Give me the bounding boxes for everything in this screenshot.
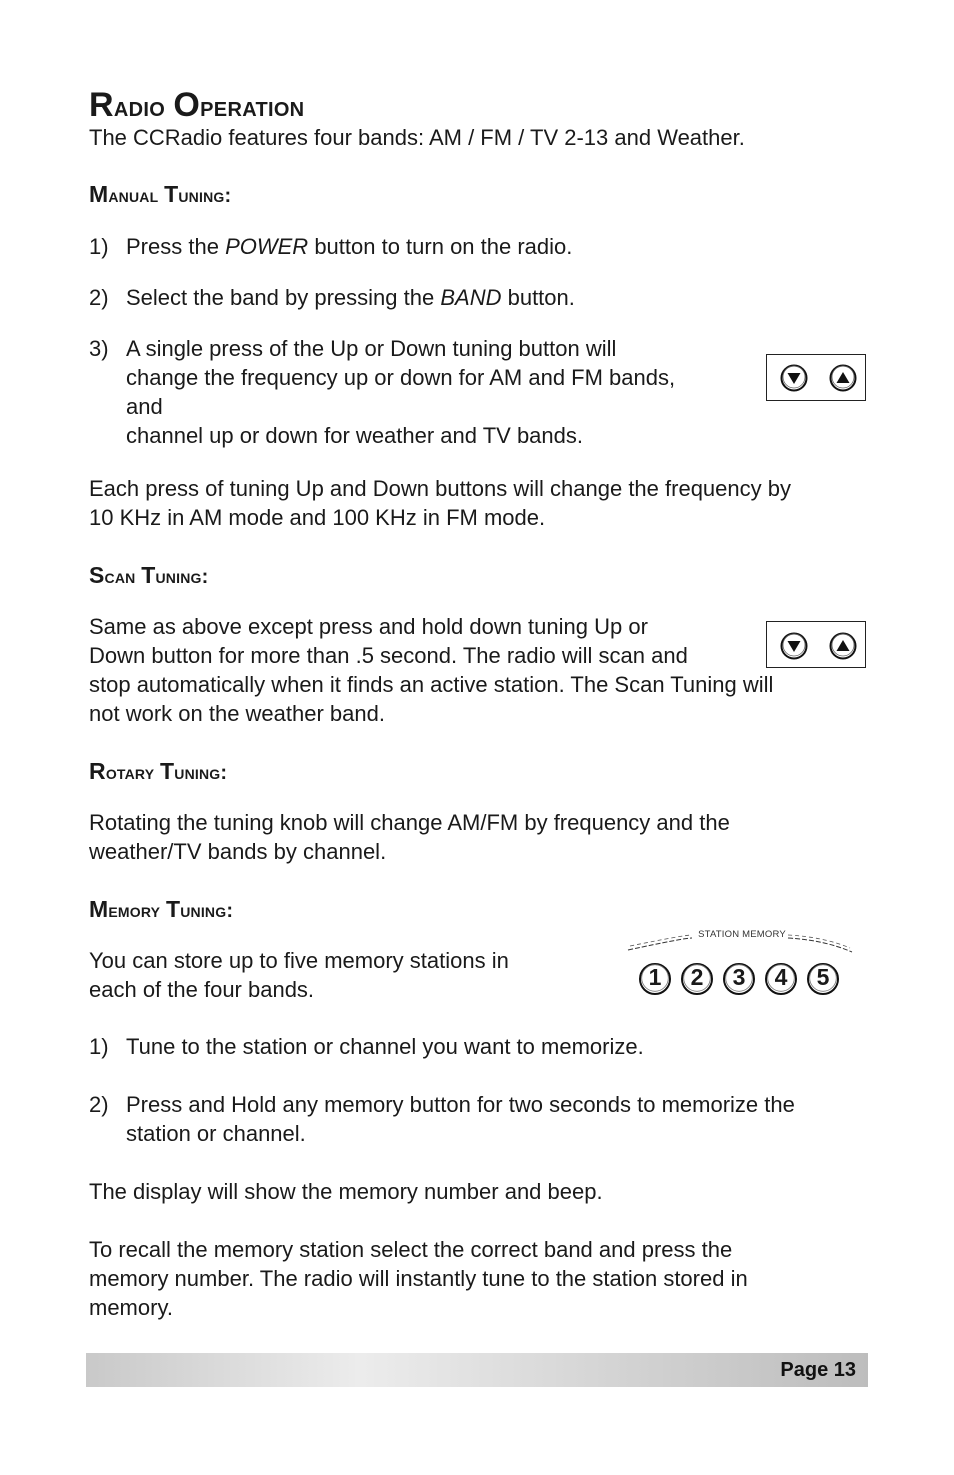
rotary-line: weather/TV bands by channel. — [89, 839, 387, 864]
note-line: 10 KHz in AM mode and 100 KHz in FM mode. — [89, 505, 546, 530]
step-number: 3) — [89, 336, 109, 361]
memory-step-1 — [89, 1032, 644, 1061]
memory-button-label: 2 — [690, 964, 704, 990]
scan-line: Down button for more than .5 second. The radio will scan and — [89, 643, 688, 668]
recall-paragraph — [89, 1235, 748, 1322]
heading-word: emory — [108, 900, 161, 922]
heading-word: uning: — [178, 185, 232, 207]
memory-tuning-heading — [89, 896, 233, 923]
step-number: 2) — [89, 285, 109, 310]
rotary-tuning-heading — [89, 758, 227, 785]
heading-cap: T — [160, 758, 175, 784]
intro-text: The CCRadio features four bands: AM / FM / TV 2-13 and Weather. — [89, 125, 745, 150]
scan-tuning-heading — [89, 562, 208, 589]
footer-bar — [86, 1353, 868, 1387]
power-button-term: POWER — [225, 234, 309, 259]
step-number: 1) — [89, 234, 109, 259]
manual-step-2 — [89, 283, 575, 312]
step-text: change the frequency up or down for AM and FM bands, — [126, 365, 676, 390]
title-cap-r: R — [89, 86, 114, 124]
step-text: Select the band by pressing the — [126, 285, 435, 310]
recall-line: memory. — [89, 1295, 173, 1320]
display-note: The display will show the memory number and beep. — [89, 1179, 603, 1204]
heading-cap: T — [164, 181, 179, 207]
memory-intro-line: You can store up to five memory stations in — [89, 948, 509, 973]
scan-buttons-illustration — [766, 621, 866, 668]
heading-word: uning: — [155, 566, 209, 588]
heading-word: uning: — [174, 762, 228, 784]
tuning-buttons-illustration — [766, 354, 866, 401]
memory-buttons-row — [638, 962, 844, 996]
step-text: Press and Hold any memory button for two seconds to memorize the — [126, 1092, 795, 1117]
heading-cap: T — [165, 896, 181, 922]
step-text: channel up or down for weather and TV bands. — [126, 423, 584, 448]
heading-word: can — [104, 566, 136, 588]
heading-cap: R — [89, 758, 106, 784]
memory-button-label: 1 — [648, 964, 662, 990]
station-memory-illustration — [624, 926, 856, 1000]
memory-button-label: 4 — [774, 964, 788, 990]
memory-intro — [89, 946, 509, 1004]
manual-step-3 — [89, 334, 675, 450]
recall-line: To recall the memory station select the correct band and press the — [89, 1237, 733, 1262]
memory-step-2 — [89, 1090, 795, 1148]
step-text: station or channel. — [126, 1121, 306, 1146]
heading-cap: M — [89, 896, 109, 922]
step-text: button. — [507, 285, 575, 310]
memory-button-label: 5 — [816, 964, 830, 990]
heading-word: uning: — [180, 900, 234, 922]
heading-word: otary — [105, 762, 155, 784]
recall-line: memory number. The radio will instantly tune to the station stored in — [89, 1266, 748, 1291]
scan-paragraph — [89, 612, 773, 728]
page-title — [89, 86, 304, 125]
step-number: 1) — [89, 1034, 109, 1059]
rotary-paragraph — [89, 808, 730, 866]
heading-word: anual — [108, 185, 159, 207]
scan-line: not work on the weather band. — [89, 701, 385, 726]
manual-tuning-heading — [89, 181, 231, 208]
heading-cap: M — [89, 181, 109, 207]
step-text: button to turn on the radio. — [314, 234, 573, 259]
title-cap-o: O — [173, 86, 201, 124]
step-text: Tune to the station or channel you want to memorize. — [126, 1034, 644, 1059]
note-line: Each press of tuning Up and Down buttons will change the frequency by — [89, 476, 791, 501]
memory-button-label: 3 — [732, 964, 746, 990]
title-word-adio: adio — [113, 91, 166, 123]
step-number: 2) — [89, 1092, 109, 1117]
step-text: and — [126, 394, 163, 419]
heading-cap: S — [89, 562, 105, 588]
scan-line: stop automatically when it finds an active station. The Scan Tuning will — [89, 672, 774, 697]
page-number: Page 13 — [780, 1359, 856, 1381]
memory-intro-line: each of the four bands. — [89, 977, 315, 1002]
step-text: A single press of the Up or Down tuning button will — [126, 336, 617, 361]
manual-note — [89, 474, 791, 532]
heading-cap: T — [141, 562, 156, 588]
scan-line: Same as above except press and hold down tuning Up or — [89, 614, 648, 639]
down-up-arrow-icons — [767, 355, 865, 400]
band-button-term: BAND — [440, 285, 502, 310]
down-up-arrow-icons — [767, 622, 865, 667]
station-memory-label: STATION MEMORY — [698, 929, 786, 940]
rotary-line: Rotating the tuning knob will change AM/FM by frequency and the — [89, 810, 730, 835]
step-text: Press the — [126, 234, 219, 259]
title-word-peration: peration — [200, 91, 305, 123]
manual-step-1 — [89, 232, 572, 261]
